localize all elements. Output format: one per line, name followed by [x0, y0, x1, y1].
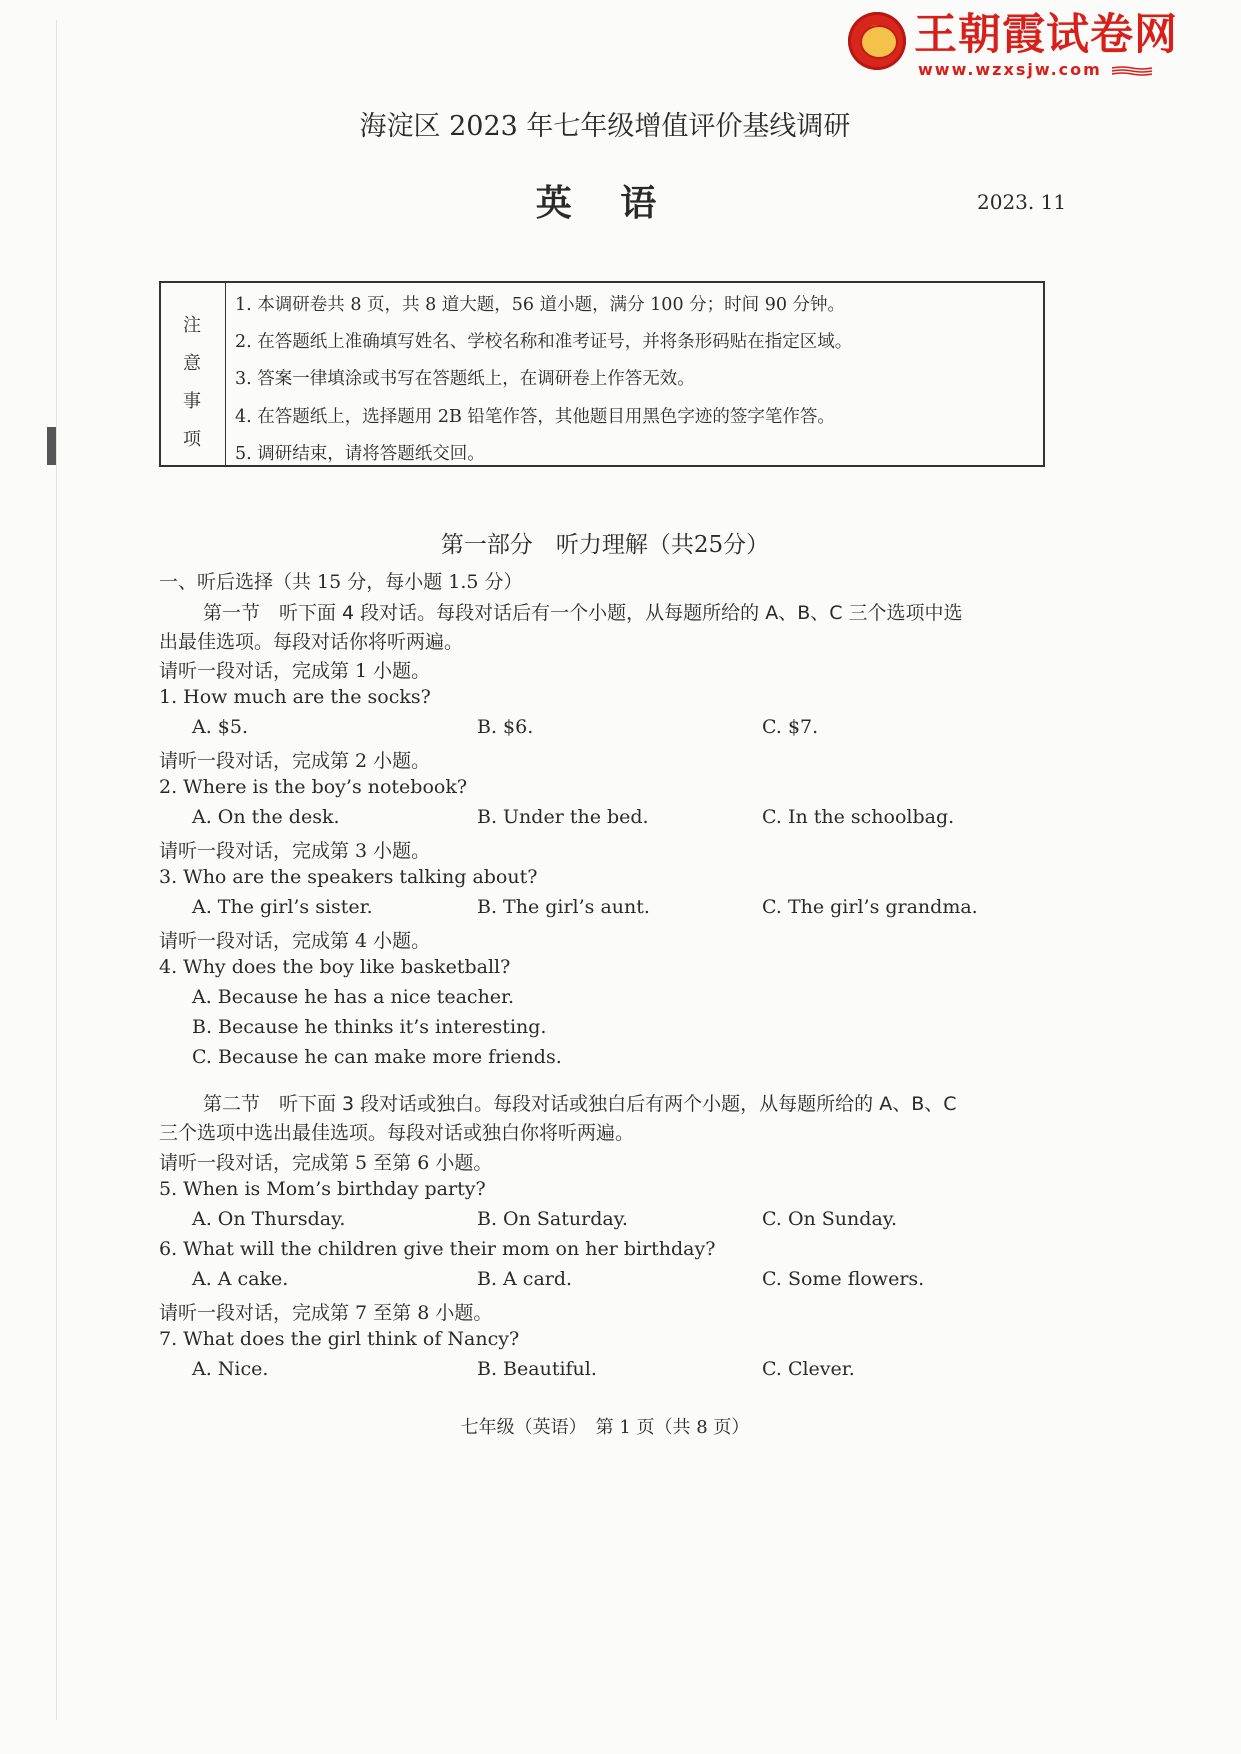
page-footer: 七年级（英语） 第 1 页（共 8 页） [460, 1417, 750, 1438]
option: A. A cake. [192, 1268, 289, 1290]
option: B. A card. [477, 1268, 573, 1290]
seal-icon [848, 12, 906, 70]
option: A. On Thursday. [192, 1208, 346, 1230]
waves-icon [1112, 66, 1154, 76]
listening-prompt: 请听一段对话，完成第 3 小题。 [159, 840, 431, 862]
scan-mark [47, 427, 56, 465]
logo-url: www.wzxsjw.com [918, 60, 1102, 79]
notice-item: 5. 调研结束，请将答题纸交回。 [235, 444, 485, 464]
option: C. The girl’s grandma. [762, 896, 978, 918]
option: B. Because he thinks it’s interesting. [192, 1016, 547, 1038]
option: B. $6. [477, 716, 534, 738]
option: C. $7. [762, 716, 819, 738]
question: 7. What does the girl think of Nancy? [159, 1328, 520, 1350]
option: C. On Sunday. [762, 1208, 898, 1230]
listening-prompt: 请听一段对话，完成第 7 至第 8 小题。 [159, 1302, 493, 1324]
section-heading: 一、听后选择（共 15 分，每小题 1.5 分） [159, 571, 523, 593]
part-title: 第一部分 听力理解（共25分） [440, 532, 770, 558]
exam-date: 2023. 11 [977, 190, 1067, 214]
instructions: 第一节 听下面 4 段对话。每段对话后有一个小题，从每题所给的 A、B、C 三个选项中选 [203, 602, 963, 624]
instructions: 三个选项中选出最佳选项。每段对话或独白你将听两遍。 [159, 1122, 635, 1144]
question: 1. How much are the socks? [159, 686, 431, 708]
option: C. In the schoolbag. [762, 806, 955, 828]
option: B. Beautiful. [477, 1358, 597, 1380]
notice-item: 1. 本调研卷共 8 页，共 8 道大题，56 道小题，满分 100 分；时间 90 分钟。 [235, 295, 846, 315]
site-logo [848, 8, 1178, 79]
option: A. The girl’s sister. [192, 896, 373, 918]
notice-box [159, 281, 1045, 467]
question: 3. Who are the speakers talking about? [159, 866, 538, 888]
listening-prompt: 请听一段对话，完成第 5 至第 6 小题。 [159, 1152, 493, 1174]
instructions: 第二节 听下面 3 段对话或独白。每段对话或独白后有两个小题，从每题所给的 A、B、C [203, 1093, 957, 1115]
option: A. On the desk. [192, 806, 340, 828]
option: B. The girl’s aunt. [477, 896, 650, 918]
listening-prompt: 请听一段对话，完成第 2 小题。 [159, 750, 431, 772]
notice-item: 4. 在答题纸上，选择题用 2B 铅笔作答，其他题目用黑色字迹的签字笔作答。 [235, 407, 835, 427]
option: B. On Saturday. [477, 1208, 628, 1230]
question: 4. Why does the boy like basketball? [159, 956, 511, 978]
notice-item: 2. 在答题纸上准确填写姓名、学校名称和准考证号，并将条形码贴在指定区域。 [235, 332, 853, 352]
instructions: 出最佳选项。每段对话你将听两遍。 [159, 631, 464, 653]
option: C. Clever. [762, 1358, 855, 1380]
option: C. Because he can make more friends. [192, 1046, 562, 1068]
question: 5. When is Mom’s birthday party? [159, 1178, 486, 1200]
logo-name: 王朝霞试卷网 [914, 10, 1178, 60]
notice-label: 注 意 事 项 [161, 283, 226, 465]
question: 6. What will the children give their mom on her birthday? [159, 1238, 716, 1260]
option: B. Under the bed. [477, 806, 649, 828]
page-edge-line [56, 20, 57, 1720]
option: A. Nice. [192, 1358, 269, 1380]
question: 2. Where is the boy’s notebook? [159, 776, 468, 798]
notice-item: 3. 答案一律填涂或书写在答题纸上，在调研卷上作答无效。 [235, 369, 695, 389]
listening-prompt: 请听一段对话，完成第 4 小题。 [159, 930, 431, 952]
exam-title: 海淀区 2023 年七年级增值评价基线调研 [359, 111, 851, 142]
option: A. $5. [192, 716, 249, 738]
listening-prompt: 请听一段对话，完成第 1 小题。 [159, 660, 431, 682]
option: C. Some flowers. [762, 1268, 925, 1290]
option: A. Because he has a nice teacher. [192, 986, 515, 1008]
subject-title: 英 语 [535, 182, 675, 224]
